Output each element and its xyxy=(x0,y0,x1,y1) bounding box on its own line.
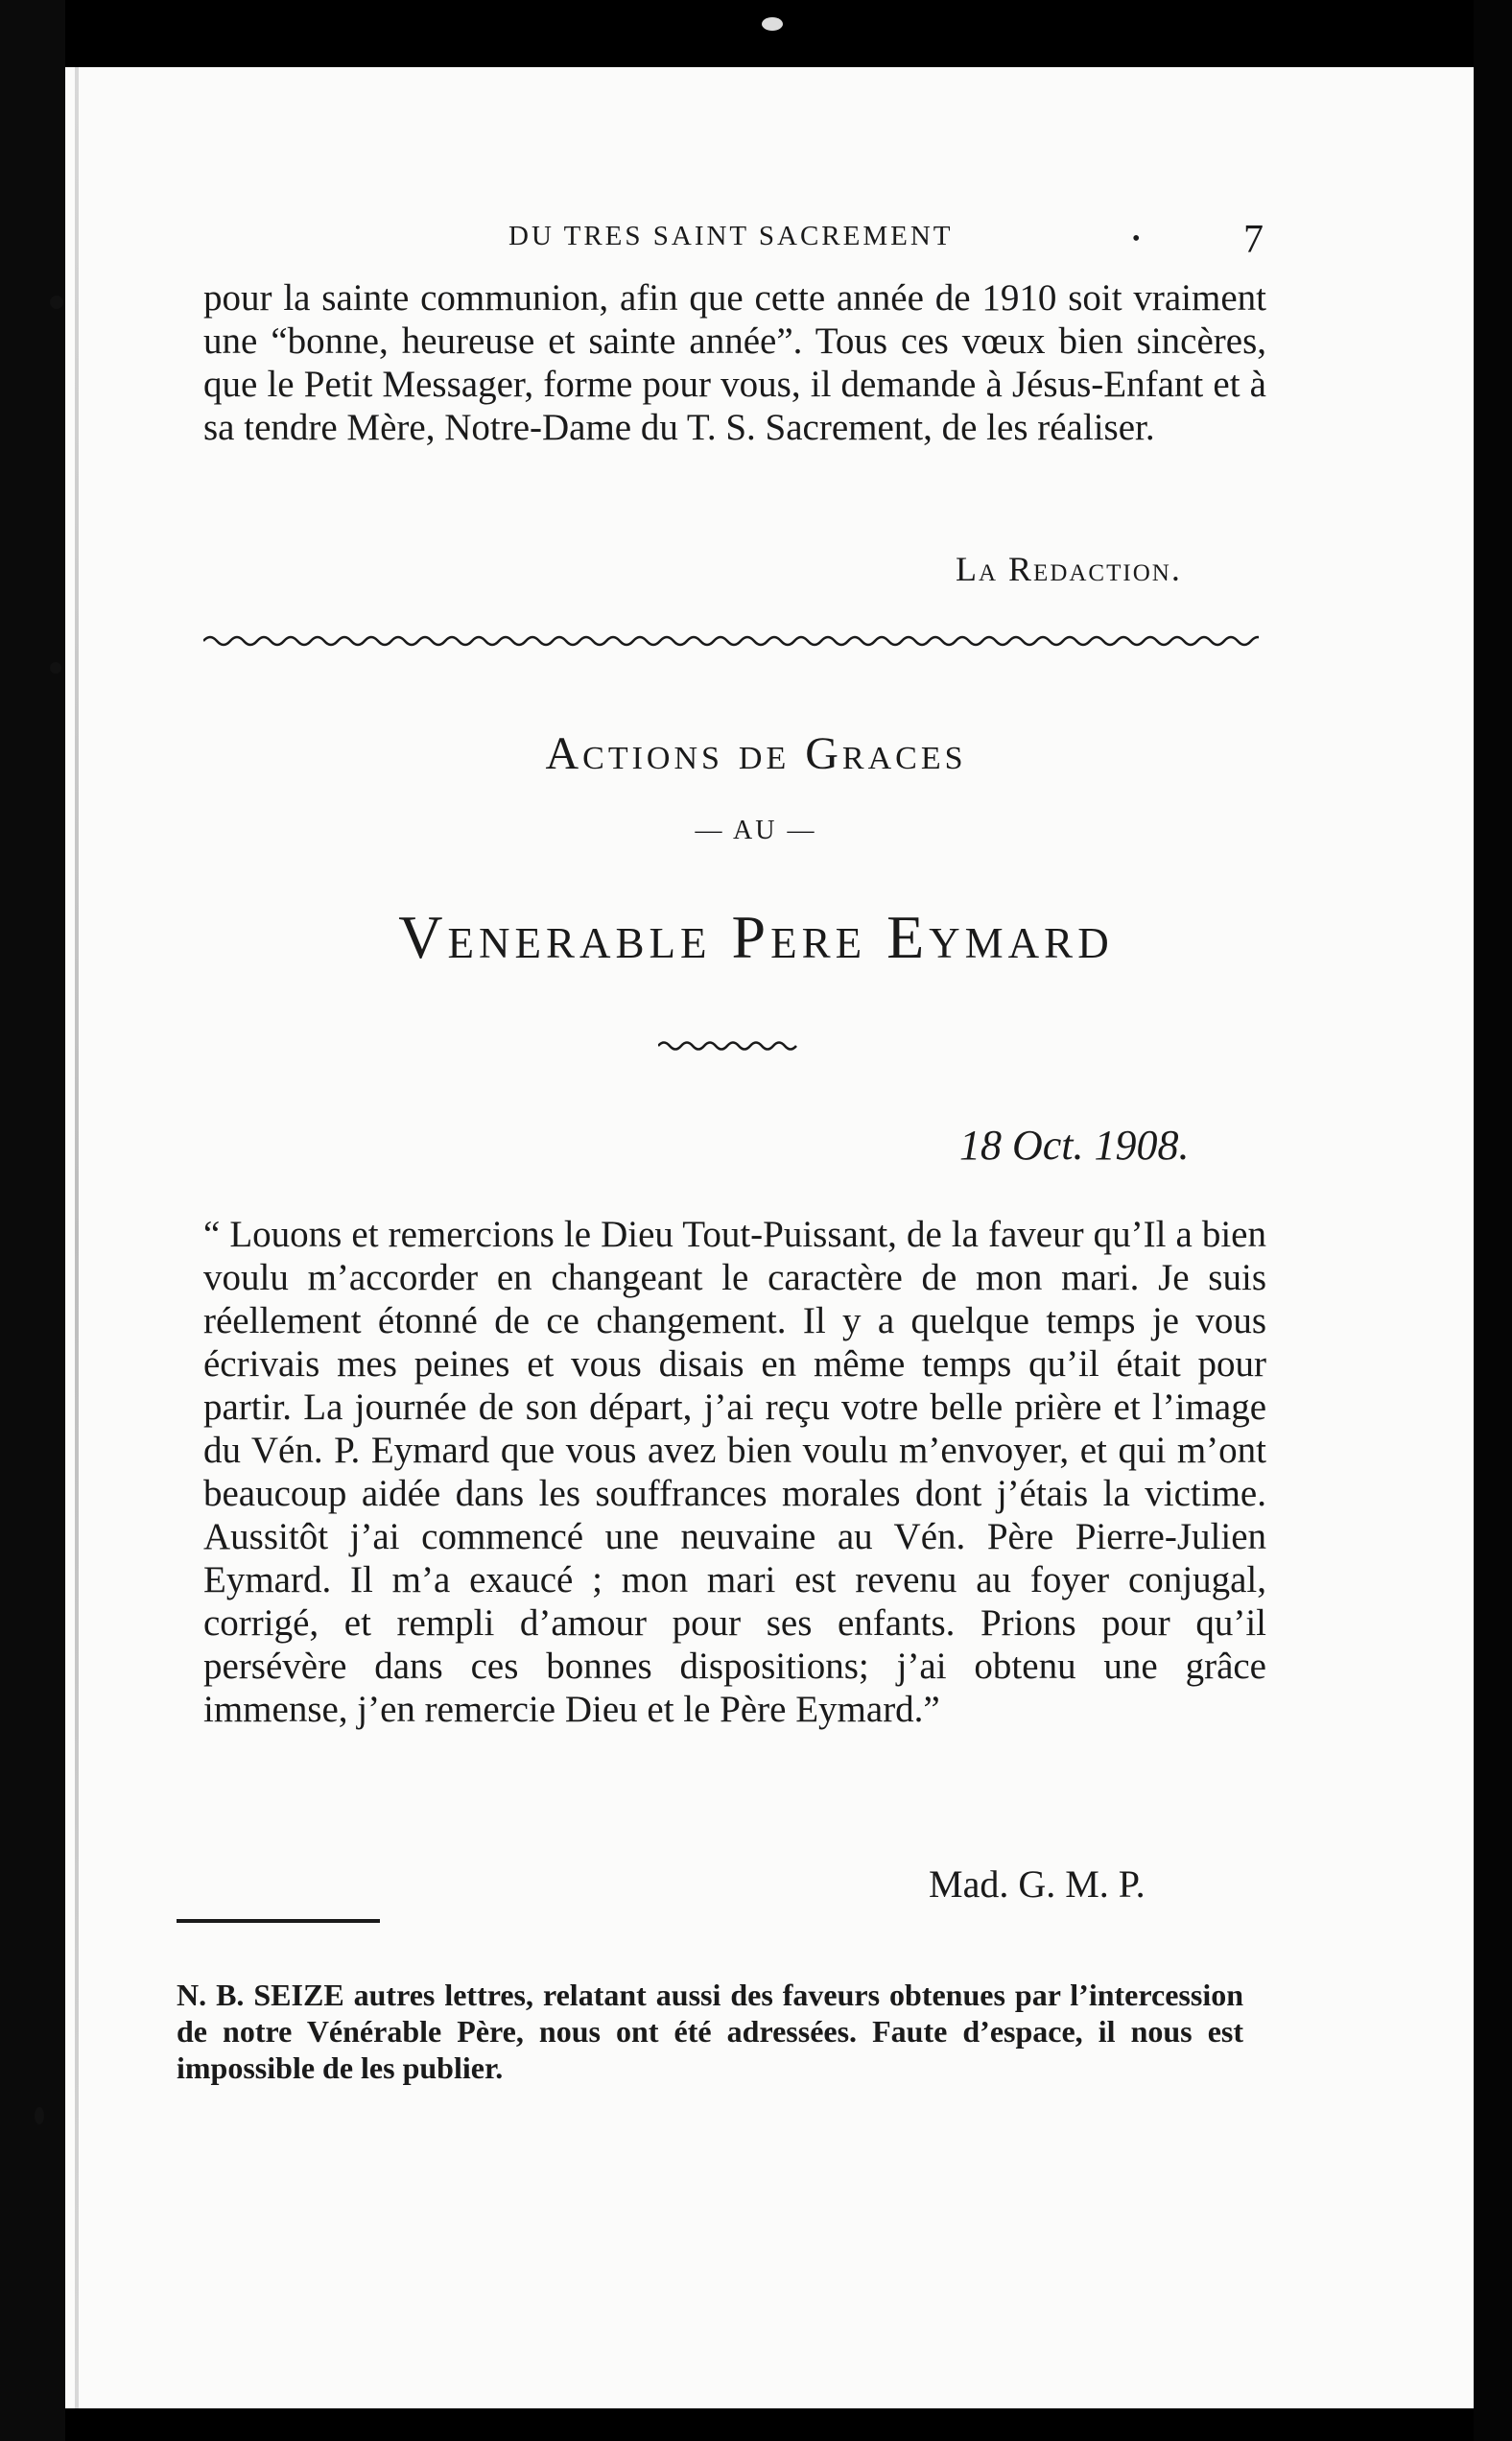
ornamental-wavy-rule xyxy=(203,629,1259,652)
scan-speck xyxy=(50,296,63,309)
scan-right-margin xyxy=(1474,0,1512,2441)
page-number: 7 xyxy=(1243,218,1264,262)
article-title-line2: Venerable Pere Eymard xyxy=(398,903,1114,971)
binding-edge xyxy=(75,67,79,2408)
scan-speck xyxy=(50,662,61,674)
intro-paragraph: pour la sainte communion, afin que cette année de 1910 soit vraiment une “bonne, heureuse et sainte année”. Tous ces vœux bien sincères, que le Petit Messager, forme pour vous, il demande à Jésus-Enfant et à sa tendre Mère, Notre-Dame du T. S. Sacrement, de les réaliser. xyxy=(203,277,1266,448)
article-title-connector: — AU — xyxy=(695,816,817,845)
nota-bene-note: N. B. SEIZE autres lettres, relatant aussi des faveurs obtenues par l’intercession de notre Vénérable Père, nous ont été adressées. Faute d’espace, il nous est impossible de les publier. xyxy=(177,1978,1243,2085)
letter-date: 18 Oct. 1908. xyxy=(959,1122,1190,1169)
letter-body: “ Louons et remercions le Dieu Tout-Puissant, de la faveur qu’Il a bien voulu m’accorder en changeant le caractère de mon mari. Je suis réellement étonné de ce changement. Il y a quelque temps je vous écrivais mes peines et vous disais en même temps qu’il était pour partir. La journée de son départ, j’ai reçu votre belle prière et l’image du Vén. P. Eymard que vous avez bien voulu m’envoyer, et qui m’ont beaucoup aidée dans les souffrances morales dont j’étais la victime. Aussitôt j’ai commencé une neuvaine au Vén. Père Pierre-Julien Eymard. Il m’a exaucé ; mon mari est revenu au foyer conjugal, corrigé, et rempli d’amour pour ses enfants. Prions pour qu’il persévère dans ces bonnes dispositions; j’ai obtenu une grâce immense, j’en remercie Dieu et le Père Eymard.” xyxy=(203,1214,1266,1730)
running-title: DU TRES SAINT SACREMENT xyxy=(508,221,954,251)
header-separator: • xyxy=(1132,226,1141,251)
intro-signature: La Redaction. xyxy=(956,550,1182,588)
footnote-rule xyxy=(177,1919,380,1923)
scan-speck xyxy=(35,2107,44,2124)
article-title-line1: Actions de Graces xyxy=(545,728,967,779)
letter-signature: Mad. G. M. P. xyxy=(929,1862,1146,1906)
scan-speck xyxy=(762,17,783,31)
scan-left-margin xyxy=(0,0,65,2441)
ornamental-short-rule xyxy=(658,1036,798,1055)
